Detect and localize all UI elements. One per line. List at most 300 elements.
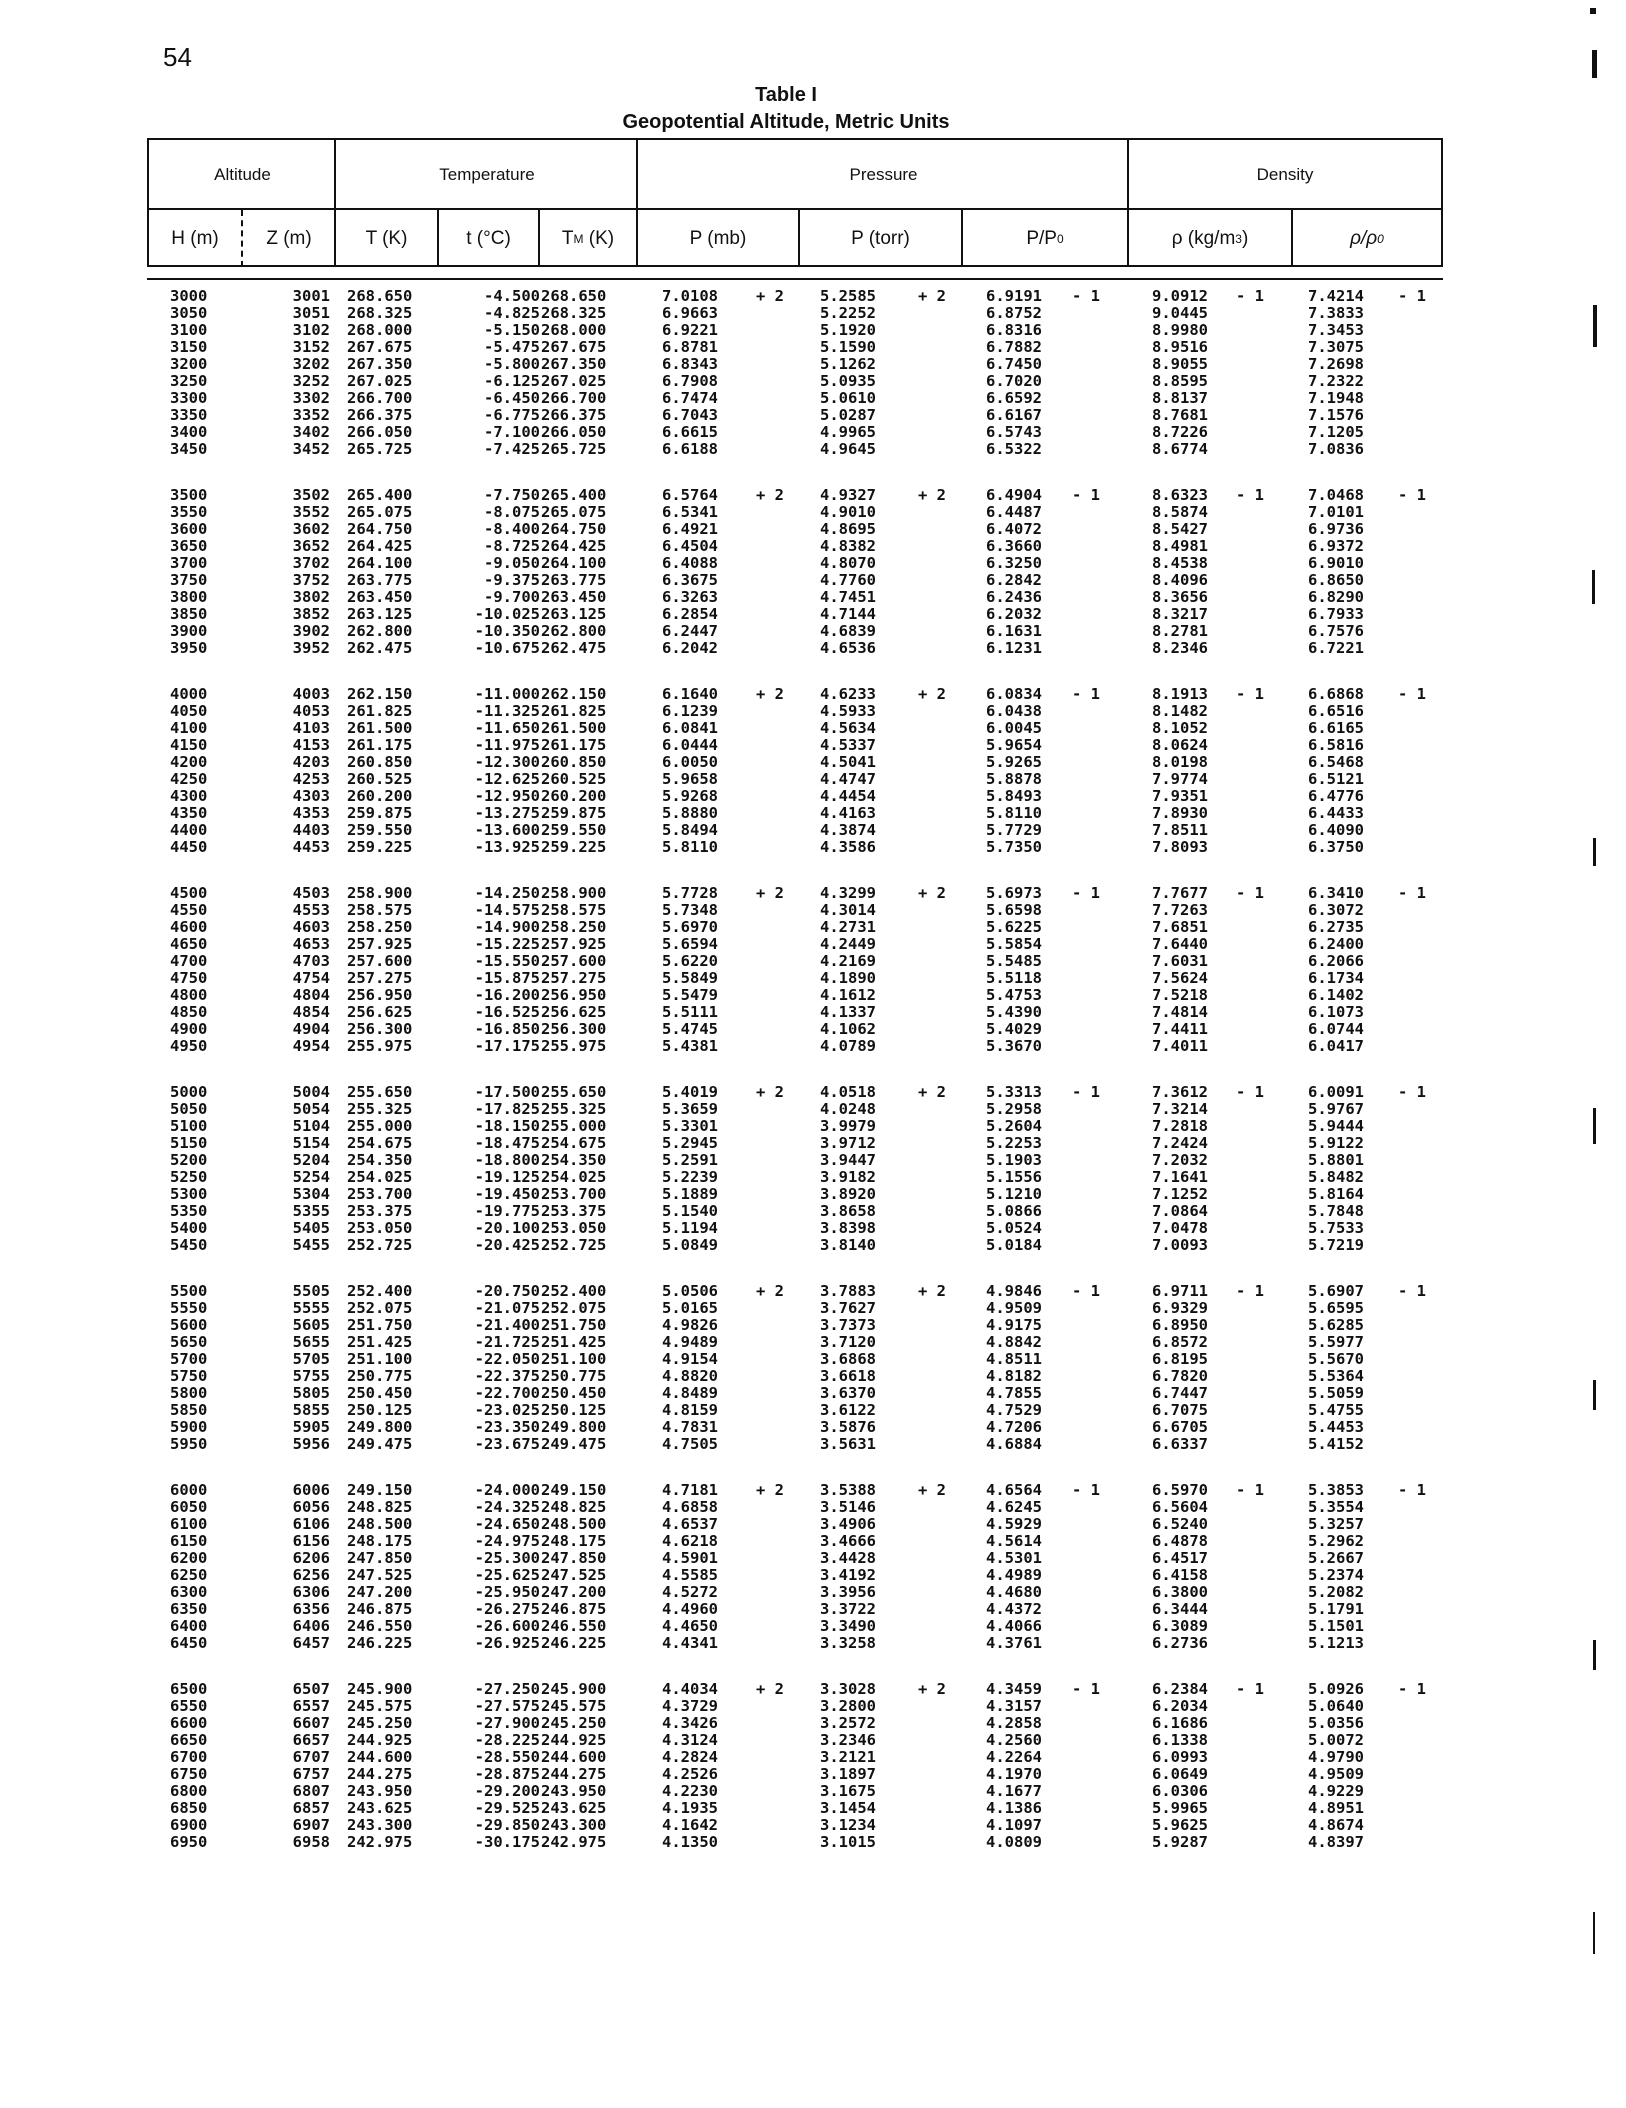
cell-pressure-mb: 5.4745 bbox=[662, 1020, 718, 1038]
cell-pressure-torr: 5.2252 bbox=[820, 304, 876, 322]
cell-temp-celsius: -18.150 bbox=[474, 1117, 540, 1135]
cell-pressure-ratio: 4.6884 bbox=[986, 1435, 1042, 1453]
cell-density-ratio: 7.1205 bbox=[1308, 423, 1364, 441]
table-row bbox=[0, 572, 1626, 589]
cell-altitude-z: 5405 bbox=[292, 1219, 330, 1237]
cell-altitude-h: 5200 bbox=[170, 1151, 208, 1169]
cell-pressure-mb: 7.0108 bbox=[662, 287, 718, 305]
cell-pressure-ratio: 6.2032 bbox=[986, 605, 1042, 623]
cell-pressure-mb: 5.5849 bbox=[662, 969, 718, 987]
cell-pressure-mb: 5.1889 bbox=[662, 1185, 718, 1203]
cell-pressure-ratio: 4.9846 bbox=[986, 1282, 1042, 1300]
cell-density-rho: 7.1252 bbox=[1152, 1185, 1208, 1203]
cell-temp-celsius: -25.950 bbox=[474, 1583, 540, 1601]
table-row bbox=[0, 1237, 1626, 1254]
cell-pressure-mb: 5.3301 bbox=[662, 1117, 718, 1135]
cell-temp-molecular: 266.050 bbox=[541, 423, 607, 441]
cell-density-ratio: 5.1213 bbox=[1308, 1634, 1364, 1652]
cell-altitude-h: 6450 bbox=[170, 1634, 208, 1652]
cell-temp-celsius: -6.775 bbox=[484, 406, 540, 424]
cell-temp-kelvin: 265.075 bbox=[347, 503, 413, 521]
cell-temp-molecular: 253.700 bbox=[541, 1185, 607, 1203]
cell-altitude-z: 6757 bbox=[292, 1765, 330, 1783]
cell-pressure-ratio: 4.7206 bbox=[986, 1418, 1042, 1436]
col-header-tm-main: T bbox=[561, 227, 574, 249]
cell-pressure-ratio: 5.2958 bbox=[986, 1100, 1042, 1118]
cell-altitude-z: 5555 bbox=[292, 1299, 330, 1317]
cell-altitude-z: 6507 bbox=[292, 1680, 330, 1698]
cell-density-ratio-exp: - 1 bbox=[1398, 1083, 1426, 1101]
cell-density-rho: 8.4538 bbox=[1152, 554, 1208, 572]
cell-altitude-z: 6206 bbox=[292, 1549, 330, 1567]
table-row bbox=[0, 1385, 1626, 1402]
table-row bbox=[0, 538, 1626, 555]
cell-temp-celsius: -26.925 bbox=[474, 1634, 540, 1652]
cell-altitude-z: 4153 bbox=[292, 736, 330, 754]
cell-altitude-z: 3502 bbox=[292, 486, 330, 504]
cell-pressure-mb: 6.7474 bbox=[662, 389, 718, 407]
cell-altitude-z: 6457 bbox=[292, 1634, 330, 1652]
cell-pressure-ratio: 6.7450 bbox=[986, 355, 1042, 373]
cell-temp-molecular: 254.675 bbox=[541, 1134, 607, 1152]
cell-altitude-z: 5054 bbox=[292, 1100, 330, 1118]
cell-density-ratio: 5.2374 bbox=[1308, 1566, 1364, 1584]
cell-density-rho: 5.9287 bbox=[1152, 1833, 1208, 1851]
table-row bbox=[0, 953, 1626, 970]
table-row bbox=[0, 1101, 1626, 1118]
cell-pressure-ratio: 4.2264 bbox=[986, 1748, 1042, 1766]
cell-temp-molecular: 253.375 bbox=[541, 1202, 607, 1220]
cell-altitude-z: 4754 bbox=[292, 969, 330, 987]
cell-temp-molecular: 257.925 bbox=[541, 935, 607, 953]
cell-density-ratio: 7.2322 bbox=[1308, 372, 1364, 390]
cell-altitude-z: 3752 bbox=[292, 571, 330, 589]
cell-pressure-torr: 3.1234 bbox=[820, 1816, 876, 1834]
cell-density-rho: 8.8595 bbox=[1152, 372, 1208, 390]
cell-pressure-torr: 4.1337 bbox=[820, 1003, 876, 1021]
cell-temp-celsius: -7.425 bbox=[484, 440, 540, 458]
cell-pressure-ratio: 5.3313 bbox=[986, 1083, 1042, 1101]
cell-density-rho: 7.4814 bbox=[1152, 1003, 1208, 1021]
cell-pressure-mb-exp: + 2 bbox=[756, 1282, 784, 1300]
cell-pressure-torr: 3.3490 bbox=[820, 1617, 876, 1635]
cell-pressure-mb: 5.8494 bbox=[662, 821, 718, 839]
cell-density-rho: 6.3089 bbox=[1152, 1617, 1208, 1635]
table-row bbox=[0, 1300, 1626, 1317]
cell-pressure-mb: 5.2591 bbox=[662, 1151, 718, 1169]
cell-density-ratio: 6.3750 bbox=[1308, 838, 1364, 856]
cell-density-rho: 6.9711 bbox=[1152, 1282, 1208, 1300]
cell-density-ratio: 6.3072 bbox=[1308, 901, 1364, 919]
cell-temp-celsius: -20.750 bbox=[474, 1282, 540, 1300]
cell-density-rho: 7.8093 bbox=[1152, 838, 1208, 856]
cell-temp-kelvin: 268.650 bbox=[347, 287, 413, 305]
cell-density-rho-exp: - 1 bbox=[1236, 1680, 1264, 1698]
table-row bbox=[0, 1482, 1626, 1499]
cell-altitude-h: 5900 bbox=[170, 1418, 208, 1436]
cell-altitude-z: 6306 bbox=[292, 1583, 330, 1601]
cell-pressure-mb: 6.7043 bbox=[662, 406, 718, 424]
cell-temp-celsius: -18.475 bbox=[474, 1134, 540, 1152]
cell-temp-celsius: -14.575 bbox=[474, 901, 540, 919]
table-row bbox=[0, 640, 1626, 657]
cell-pressure-mb: 5.1540 bbox=[662, 1202, 718, 1220]
cell-altitude-z: 5154 bbox=[292, 1134, 330, 1152]
cell-altitude-h: 3300 bbox=[170, 389, 208, 407]
cell-pressure-ratio: 5.6598 bbox=[986, 901, 1042, 919]
cell-pressure-mb: 6.0050 bbox=[662, 753, 718, 771]
cell-pressure-mb: 6.7908 bbox=[662, 372, 718, 390]
cell-altitude-h: 3800 bbox=[170, 588, 208, 606]
cell-density-rho: 8.2781 bbox=[1152, 622, 1208, 640]
table-row bbox=[0, 1834, 1626, 1851]
cell-altitude-z: 4954 bbox=[292, 1037, 330, 1055]
cell-temp-molecular: 250.125 bbox=[541, 1401, 607, 1419]
row-group bbox=[0, 1283, 1626, 1453]
cell-altitude-z: 6807 bbox=[292, 1782, 330, 1800]
cell-altitude-h: 3000 bbox=[170, 287, 208, 305]
cell-pressure-ratio: 6.5743 bbox=[986, 423, 1042, 441]
cell-pressure-torr: 3.1675 bbox=[820, 1782, 876, 1800]
cell-pressure-torr: 4.3586 bbox=[820, 838, 876, 856]
cell-temp-celsius: -13.275 bbox=[474, 804, 540, 822]
cell-temp-kelvin: 245.575 bbox=[347, 1697, 413, 1715]
cell-temp-celsius: -29.200 bbox=[474, 1782, 540, 1800]
cell-temp-kelvin: 259.550 bbox=[347, 821, 413, 839]
cell-pressure-torr: 5.1590 bbox=[820, 338, 876, 356]
cell-pressure-ratio: 5.1210 bbox=[986, 1185, 1042, 1203]
scan-mark bbox=[1592, 570, 1595, 604]
cell-density-ratio: 6.6516 bbox=[1308, 702, 1364, 720]
cell-pressure-mb: 4.9489 bbox=[662, 1333, 718, 1351]
cell-temp-kelvin: 244.925 bbox=[347, 1731, 413, 1749]
cell-pressure-torr: 4.2169 bbox=[820, 952, 876, 970]
cell-pressure-mb: 6.1239 bbox=[662, 702, 718, 720]
cell-density-ratio-exp: - 1 bbox=[1398, 685, 1426, 703]
cell-pressure-mb: 6.6188 bbox=[662, 440, 718, 458]
cell-altitude-z: 4703 bbox=[292, 952, 330, 970]
cell-temp-celsius: -17.825 bbox=[474, 1100, 540, 1118]
cell-pressure-mb: 4.4650 bbox=[662, 1617, 718, 1635]
cell-temp-molecular: 246.550 bbox=[541, 1617, 607, 1635]
cell-pressure-torr: 4.7760 bbox=[820, 571, 876, 589]
cell-pressure-torr: 3.8658 bbox=[820, 1202, 876, 1220]
cell-altitude-h: 4550 bbox=[170, 901, 208, 919]
cell-pressure-ratio: 4.3459 bbox=[986, 1680, 1042, 1698]
cell-altitude-h: 5750 bbox=[170, 1367, 208, 1385]
col-header-p-torr: P (torr) bbox=[851, 227, 910, 249]
cell-pressure-torr: 3.7373 bbox=[820, 1316, 876, 1334]
cell-temp-kelvin: 245.250 bbox=[347, 1714, 413, 1732]
cell-temp-molecular: 264.750 bbox=[541, 520, 607, 538]
cell-altitude-h: 3100 bbox=[170, 321, 208, 339]
cell-pressure-mb: 6.9221 bbox=[662, 321, 718, 339]
cell-temp-celsius: -10.025 bbox=[474, 605, 540, 623]
cell-density-rho: 5.9965 bbox=[1152, 1799, 1208, 1817]
cell-temp-kelvin: 248.500 bbox=[347, 1515, 413, 1533]
cell-temp-kelvin: 258.575 bbox=[347, 901, 413, 919]
cell-temp-celsius: -24.650 bbox=[474, 1515, 540, 1533]
cell-temp-molecular: 264.100 bbox=[541, 554, 607, 572]
cell-pressure-torr-exp: + 2 bbox=[918, 685, 946, 703]
cell-altitude-h: 6300 bbox=[170, 1583, 208, 1601]
cell-density-ratio: 7.3453 bbox=[1308, 321, 1364, 339]
cell-pressure-ratio: 5.0866 bbox=[986, 1202, 1042, 1220]
cell-temp-celsius: -23.025 bbox=[474, 1401, 540, 1419]
cell-temp-kelvin: 249.150 bbox=[347, 1481, 413, 1499]
cell-altitude-h: 4800 bbox=[170, 986, 208, 1004]
cell-temp-celsius: -23.675 bbox=[474, 1435, 540, 1453]
cell-temp-molecular: 255.325 bbox=[541, 1100, 607, 1118]
cell-pressure-mb: 4.6218 bbox=[662, 1532, 718, 1550]
cell-pressure-mb: 6.3675 bbox=[662, 571, 718, 589]
cell-density-ratio: 6.0417 bbox=[1308, 1037, 1364, 1055]
cell-pressure-ratio-exp: - 1 bbox=[1072, 287, 1100, 305]
cell-pressure-mb: 5.2239 bbox=[662, 1168, 718, 1186]
cell-altitude-z: 3152 bbox=[292, 338, 330, 356]
cell-temp-kelvin: 261.500 bbox=[347, 719, 413, 737]
cell-pressure-torr: 3.7627 bbox=[820, 1299, 876, 1317]
cell-altitude-z: 6557 bbox=[292, 1697, 330, 1715]
cell-pressure-torr: 3.5388 bbox=[820, 1481, 876, 1499]
cell-pressure-torr: 4.8382 bbox=[820, 537, 876, 555]
cell-temp-celsius: -16.525 bbox=[474, 1003, 540, 1021]
cell-temp-celsius: -16.200 bbox=[474, 986, 540, 1004]
cell-density-rho: 7.5218 bbox=[1152, 986, 1208, 1004]
cell-temp-molecular: 244.600 bbox=[541, 1748, 607, 1766]
cell-density-rho: 8.0624 bbox=[1152, 736, 1208, 754]
cell-density-rho: 8.9516 bbox=[1152, 338, 1208, 356]
cell-density-ratio: 5.7848 bbox=[1308, 1202, 1364, 1220]
cell-density-rho: 6.9329 bbox=[1152, 1299, 1208, 1317]
cell-temp-celsius: -9.700 bbox=[484, 588, 540, 606]
cell-altitude-h: 6400 bbox=[170, 1617, 208, 1635]
cell-pressure-torr: 3.2572 bbox=[820, 1714, 876, 1732]
cell-density-rho: 6.1338 bbox=[1152, 1731, 1208, 1749]
table-row bbox=[0, 1169, 1626, 1186]
cell-density-ratio: 6.4090 bbox=[1308, 821, 1364, 839]
table-row bbox=[0, 1220, 1626, 1237]
cell-temp-molecular: 243.950 bbox=[541, 1782, 607, 1800]
cell-density-ratio: 4.8674 bbox=[1308, 1816, 1364, 1834]
cell-temp-molecular: 248.825 bbox=[541, 1498, 607, 1516]
table-row bbox=[0, 521, 1626, 538]
cell-altitude-h: 6000 bbox=[170, 1481, 208, 1499]
cell-altitude-h: 5400 bbox=[170, 1219, 208, 1237]
cell-density-rho-exp: - 1 bbox=[1236, 884, 1264, 902]
cell-temp-molecular: 258.900 bbox=[541, 884, 607, 902]
table-row bbox=[0, 1601, 1626, 1618]
table-row bbox=[0, 788, 1626, 805]
cell-temp-celsius: -17.500 bbox=[474, 1083, 540, 1101]
cell-pressure-torr: 4.2449 bbox=[820, 935, 876, 953]
cell-pressure-mb: 6.5341 bbox=[662, 503, 718, 521]
col-header-rho-end: ) bbox=[1241, 227, 1249, 249]
cell-temp-kelvin: 255.000 bbox=[347, 1117, 413, 1135]
cell-pressure-ratio: 5.5485 bbox=[986, 952, 1042, 970]
cell-pressure-torr: 4.5041 bbox=[820, 753, 876, 771]
cell-pressure-ratio: 5.8110 bbox=[986, 804, 1042, 822]
cell-pressure-torr: 3.4666 bbox=[820, 1532, 876, 1550]
cell-density-ratio: 6.9372 bbox=[1308, 537, 1364, 555]
table-row bbox=[0, 322, 1626, 339]
col-header-rho bbox=[1129, 210, 1291, 267]
cell-altitude-h: 6650 bbox=[170, 1731, 208, 1749]
cell-pressure-mb: 6.4504 bbox=[662, 537, 718, 555]
cell-density-ratio: 5.1791 bbox=[1308, 1600, 1364, 1618]
cell-altitude-z: 5204 bbox=[292, 1151, 330, 1169]
row-group bbox=[0, 1681, 1626, 1851]
table-row bbox=[0, 1021, 1626, 1038]
cell-temp-celsius: -28.550 bbox=[474, 1748, 540, 1766]
cell-pressure-ratio: 4.6564 bbox=[986, 1481, 1042, 1499]
cell-temp-molecular: 242.975 bbox=[541, 1833, 607, 1851]
cell-density-ratio: 6.7933 bbox=[1308, 605, 1364, 623]
table-row bbox=[0, 1783, 1626, 1800]
cell-pressure-torr: 4.3299 bbox=[820, 884, 876, 902]
cell-altitude-z: 6857 bbox=[292, 1799, 330, 1817]
cell-density-ratio: 4.9229 bbox=[1308, 1782, 1364, 1800]
cell-altitude-z: 4403 bbox=[292, 821, 330, 839]
table-row bbox=[0, 1817, 1626, 1834]
cell-temp-molecular: 268.650 bbox=[541, 287, 607, 305]
table-row bbox=[0, 1732, 1626, 1749]
col-header-rho-ratio-sub: 0 bbox=[1377, 231, 1384, 246]
cell-density-rho: 7.4011 bbox=[1152, 1037, 1208, 1055]
cell-density-rho: 7.2032 bbox=[1152, 1151, 1208, 1169]
cell-pressure-torr: 3.9447 bbox=[820, 1151, 876, 1169]
table-row bbox=[0, 504, 1626, 521]
scan-mark bbox=[1593, 1640, 1596, 1670]
group-header-density: Density bbox=[1256, 165, 1314, 184]
cell-altitude-z: 5304 bbox=[292, 1185, 330, 1203]
cell-density-ratio: 6.8650 bbox=[1308, 571, 1364, 589]
table-row bbox=[0, 686, 1626, 703]
cell-altitude-h: 3650 bbox=[170, 537, 208, 555]
cell-temp-kelvin: 265.400 bbox=[347, 486, 413, 504]
cell-temp-kelvin: 249.800 bbox=[347, 1418, 413, 1436]
cell-density-rho-exp: - 1 bbox=[1236, 1481, 1264, 1499]
cell-temp-kelvin: 264.425 bbox=[347, 537, 413, 555]
cell-temp-molecular: 243.300 bbox=[541, 1816, 607, 1834]
cell-pressure-ratio: 5.0184 bbox=[986, 1236, 1042, 1254]
cell-altitude-z: 5004 bbox=[292, 1083, 330, 1101]
table-row bbox=[0, 1317, 1626, 1334]
cell-pressure-ratio: 5.7350 bbox=[986, 838, 1042, 856]
cell-density-rho: 8.4096 bbox=[1152, 571, 1208, 589]
cell-temp-celsius: -4.825 bbox=[484, 304, 540, 322]
cell-temp-molecular: 259.875 bbox=[541, 804, 607, 822]
cell-altitude-z: 4353 bbox=[292, 804, 330, 822]
cell-temp-kelvin: 247.200 bbox=[347, 1583, 413, 1601]
cell-pressure-mb: 4.8820 bbox=[662, 1367, 718, 1385]
scan-mark bbox=[1592, 50, 1597, 78]
cell-density-rho: 8.9055 bbox=[1152, 355, 1208, 373]
cell-altitude-z: 3252 bbox=[292, 372, 330, 390]
cell-temp-celsius: -7.100 bbox=[484, 423, 540, 441]
cell-altitude-h: 4700 bbox=[170, 952, 208, 970]
cell-temp-celsius: -24.000 bbox=[474, 1481, 540, 1499]
cell-temp-kelvin: 247.525 bbox=[347, 1566, 413, 1584]
cell-pressure-torr: 4.9965 bbox=[820, 423, 876, 441]
cell-temp-kelvin: 243.300 bbox=[347, 1816, 413, 1834]
table-row bbox=[0, 1038, 1626, 1055]
cell-temp-celsius: -26.275 bbox=[474, 1600, 540, 1618]
cell-altitude-h: 6100 bbox=[170, 1515, 208, 1533]
cell-pressure-mb-exp: + 2 bbox=[756, 1481, 784, 1499]
cell-temp-molecular: 265.400 bbox=[541, 486, 607, 504]
cell-temp-kelvin: 256.950 bbox=[347, 986, 413, 1004]
cell-pressure-ratio: 5.0524 bbox=[986, 1219, 1042, 1237]
page-number: 54 bbox=[163, 42, 192, 72]
cell-temp-celsius: -19.450 bbox=[474, 1185, 540, 1203]
table-row bbox=[0, 1436, 1626, 1453]
cell-temp-kelvin: 253.375 bbox=[347, 1202, 413, 1220]
row-group bbox=[0, 885, 1626, 1055]
cell-temp-celsius: -16.850 bbox=[474, 1020, 540, 1038]
cell-altitude-z: 4553 bbox=[292, 901, 330, 919]
cell-altitude-h: 3150 bbox=[170, 338, 208, 356]
col-header-tm bbox=[540, 210, 636, 267]
cell-temp-molecular: 252.725 bbox=[541, 1236, 607, 1254]
cell-pressure-mb: 4.3124 bbox=[662, 1731, 718, 1749]
cell-temp-kelvin: 255.650 bbox=[347, 1083, 413, 1101]
cell-pressure-ratio: 4.1677 bbox=[986, 1782, 1042, 1800]
cell-density-rho: 6.3800 bbox=[1152, 1583, 1208, 1601]
cell-pressure-ratio: 6.4487 bbox=[986, 503, 1042, 521]
cell-temp-kelvin: 266.050 bbox=[347, 423, 413, 441]
table-row bbox=[0, 1351, 1626, 1368]
cell-temp-kelvin: 256.625 bbox=[347, 1003, 413, 1021]
cell-density-ratio: 4.9790 bbox=[1308, 1748, 1364, 1766]
cell-pressure-torr: 3.8920 bbox=[820, 1185, 876, 1203]
cell-density-ratio: 5.0356 bbox=[1308, 1714, 1364, 1732]
cell-density-rho: 8.0198 bbox=[1152, 753, 1208, 771]
col-header-p-mb: P (mb) bbox=[689, 227, 747, 249]
scan-mark bbox=[1593, 838, 1596, 866]
cell-temp-celsius: -21.725 bbox=[474, 1333, 540, 1351]
row-group bbox=[0, 487, 1626, 657]
cell-density-rho: 7.7263 bbox=[1152, 901, 1208, 919]
cell-temp-kelvin: 254.025 bbox=[347, 1168, 413, 1186]
table-row bbox=[0, 970, 1626, 987]
table-header bbox=[147, 138, 1443, 267]
cell-temp-kelvin: 257.600 bbox=[347, 952, 413, 970]
cell-temp-kelvin: 258.250 bbox=[347, 918, 413, 936]
cell-density-rho: 8.9980 bbox=[1152, 321, 1208, 339]
col-header-t-kelvin: T (K) bbox=[365, 227, 408, 249]
cell-temp-celsius: -25.300 bbox=[474, 1549, 540, 1567]
cell-altitude-h: 5000 bbox=[170, 1083, 208, 1101]
cell-temp-celsius: -30.175 bbox=[474, 1833, 540, 1851]
table-row bbox=[0, 902, 1626, 919]
cell-density-rho: 7.5624 bbox=[1152, 969, 1208, 987]
table-title-block bbox=[0, 82, 1572, 136]
cell-pressure-ratio: 6.8316 bbox=[986, 321, 1042, 339]
cell-pressure-torr: 3.8398 bbox=[820, 1219, 876, 1237]
cell-altitude-h: 5700 bbox=[170, 1350, 208, 1368]
cell-density-ratio: 6.6165 bbox=[1308, 719, 1364, 737]
cell-pressure-ratio: 4.9175 bbox=[986, 1316, 1042, 1334]
cell-pressure-torr: 3.1897 bbox=[820, 1765, 876, 1783]
cell-temp-celsius: -5.475 bbox=[484, 338, 540, 356]
cell-altitude-h: 5950 bbox=[170, 1435, 208, 1453]
cell-density-ratio: 5.3257 bbox=[1308, 1515, 1364, 1533]
cell-density-rho: 6.7820 bbox=[1152, 1367, 1208, 1385]
cell-temp-kelvin: 251.750 bbox=[347, 1316, 413, 1334]
cell-pressure-ratio: 5.2604 bbox=[986, 1117, 1042, 1135]
cell-temp-celsius: -5.150 bbox=[484, 321, 540, 339]
